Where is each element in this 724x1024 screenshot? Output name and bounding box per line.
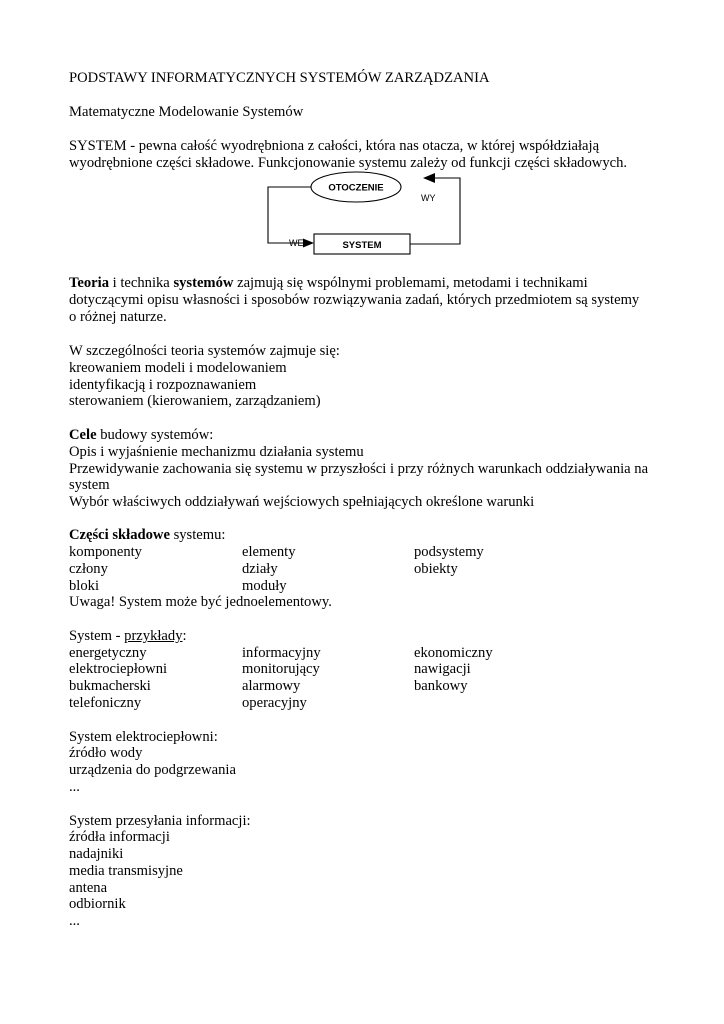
table-cell: monitorujący (242, 661, 320, 677)
output-label: WY (421, 193, 436, 203)
list-item: identyfikacją i rozpoznawaniem (69, 377, 257, 393)
table-cell: alarmowy (242, 678, 301, 694)
chp-system-heading: System elektrociepłowni: (69, 729, 218, 745)
examples-heading (69, 628, 187, 645)
system-environment-diagram (260, 168, 470, 260)
table-cell: informacyjny (242, 645, 321, 661)
goals-heading-text: budowy systemów: (96, 427, 214, 443)
section-subtitle: Matematyczne Modelowanie Systemów (69, 104, 304, 120)
table-cell: bukmacherski (69, 678, 151, 694)
list-item: antena (69, 880, 108, 896)
components-heading-text: systemu: (169, 527, 226, 543)
list-item: odbiornik (69, 896, 126, 912)
theory-keyword: Teoria (69, 275, 109, 291)
list-item: Przewidywanie zachowania się systemu w przyszłości i przy różnych warunkach oddziaływania na (69, 461, 649, 477)
list-item: urządzenia do podgrzewania (69, 762, 236, 778)
examples-heading-text: System - (69, 628, 125, 644)
list-item: sterowaniem (kierowaniem, zarządzaniem) (69, 393, 321, 409)
list-item: Opis i wyjaśnienie mechanizmu działania systemu (69, 444, 364, 460)
transmission-system-heading: System przesyłania informacji: (69, 813, 251, 829)
components-keyword: Części składowe (69, 527, 170, 543)
goals-keyword: Cele (69, 427, 97, 443)
list-item: media transmisyjne (69, 863, 183, 879)
table-cell: energetyczny (69, 645, 147, 661)
document-title: PODSTAWY INFORMATYCZNYCH SYSTEMÓW ZARZĄDZANIA (69, 70, 490, 86)
examples-link[interactable]: przykłady (124, 628, 183, 644)
table-cell: elektrociepłowni (69, 661, 168, 677)
list-item: ... (69, 779, 80, 795)
list-item: ... (69, 913, 80, 929)
list-item: źródła informacji (69, 829, 170, 845)
table-cell: podsystemy (414, 544, 484, 560)
input-arrowhead (303, 239, 314, 248)
components-note: Uwaga! System może być jednoelementowy. (69, 594, 332, 610)
table-cell: nawigacji (414, 661, 471, 677)
table-cell: elementy (242, 544, 296, 560)
table-cell: telefoniczny (69, 695, 142, 711)
theory-line-1 (69, 275, 588, 292)
list-item: system (69, 477, 110, 493)
systems-keyword: systemów (173, 275, 234, 291)
input-label: WE (289, 238, 304, 248)
system-definition-line-2: wyodrębnione części składowe. Funkcjonowanie systemu zależy od funkcji części składowych. (69, 155, 628, 171)
table-cell: działy (242, 561, 278, 577)
table-cell: człony (69, 561, 108, 577)
examples-heading-colon: : (182, 628, 187, 644)
input-connector (268, 187, 311, 243)
table-cell: ekonomiczny (414, 645, 493, 661)
theory-text: i technika (109, 275, 174, 291)
theory-text: zajmują się wspólnymi problemami, metodami i technikami (233, 275, 588, 291)
table-cell: operacyjny (242, 695, 307, 711)
table-cell: bankowy (414, 678, 468, 694)
list-item: źródło wody (69, 745, 143, 761)
table-cell: bloki (69, 578, 99, 594)
theory-line-3: o różnej naturze. (69, 309, 167, 325)
components-heading (69, 527, 225, 544)
system-definition-line-1: SYSTEM - pewna całość wyodrębniona z całości, która nas otacza, w której współdziałają (69, 138, 600, 154)
table-cell: moduły (242, 578, 287, 594)
output-connector (410, 178, 460, 244)
list-item: Wybór właściwych oddziaływań wejściowych spełniających określone warunki (69, 494, 535, 510)
goals-heading (69, 427, 213, 444)
particular-heading: W szczególności teoria systemów zajmuje się: (69, 343, 340, 359)
output-arrowhead (423, 173, 435, 183)
list-item: nadajniki (69, 846, 124, 862)
list-item: kreowaniem modeli i modelowaniem (69, 360, 287, 376)
table-cell: komponenty (69, 544, 142, 560)
table-cell: obiekty (414, 561, 458, 577)
system-label: SYSTEM (342, 240, 382, 251)
theory-line-2: dotyczącymi opisu własności i sposobów rozwiązywania zadań, których przedmiotem są systemy (69, 292, 640, 308)
environment-label: OTOCZENIE (328, 182, 384, 194)
